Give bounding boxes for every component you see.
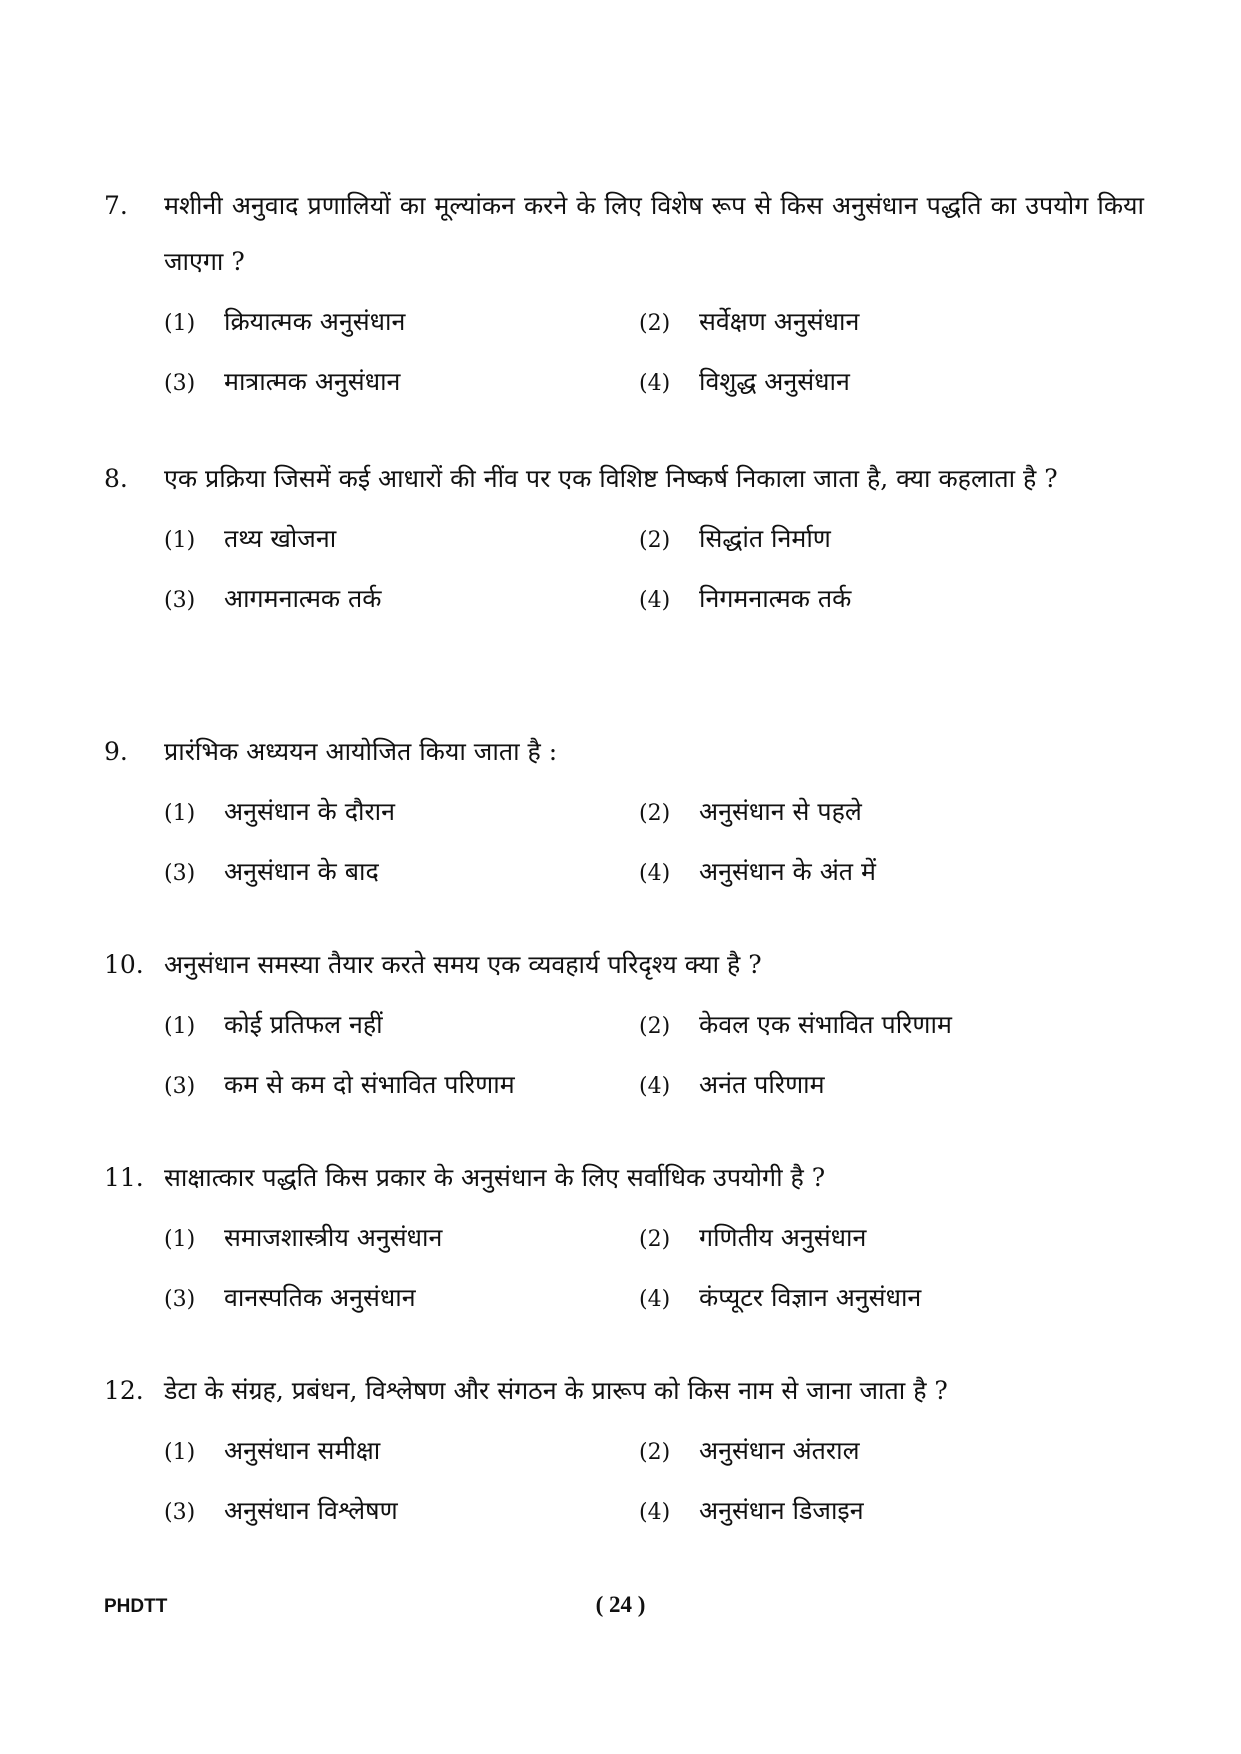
option-text: सिद्धांत निर्माण xyxy=(699,524,831,553)
question-text: डेटा के संग्रह, प्रबंधन, विश्लेषण और संगठन के प्रारूप को किस नाम से जाना जाता है ? xyxy=(164,1376,948,1405)
options xyxy=(164,792,1144,894)
option-text: आगमनात्मक तर्क xyxy=(224,584,382,613)
question-10 xyxy=(104,937,1144,1107)
option-number: (3) xyxy=(164,1074,196,1099)
option-number: (1) xyxy=(164,801,196,826)
option-number: (4) xyxy=(639,1287,671,1312)
option-number: (3) xyxy=(164,588,196,613)
options xyxy=(164,1005,1144,1107)
option-3 xyxy=(164,362,639,404)
option-3 xyxy=(164,1278,639,1320)
options xyxy=(164,1218,1144,1320)
option-2 xyxy=(639,519,1039,561)
option-1 xyxy=(164,302,639,344)
option-number: (4) xyxy=(639,588,671,613)
question-number: 9. xyxy=(104,737,128,766)
option-2 xyxy=(639,792,1039,834)
option-text: सर्वेक्षण अनुसंधान xyxy=(699,307,860,336)
option-text: क्रियात्मक अनुसंधान xyxy=(224,307,406,336)
options xyxy=(164,302,1144,404)
option-1 xyxy=(164,1218,639,1260)
option-2 xyxy=(639,1005,1039,1047)
option-2 xyxy=(639,1431,1039,1473)
options xyxy=(164,1431,1144,1533)
paper-code: PHDTT xyxy=(104,1596,168,1617)
option-number: (1) xyxy=(164,311,196,336)
option-3 xyxy=(164,579,639,621)
option-number: (2) xyxy=(639,1227,671,1252)
option-text: समाजशास्त्रीय अनुसंधान xyxy=(224,1223,443,1252)
option-number: (3) xyxy=(164,861,196,886)
options xyxy=(164,519,1144,621)
question-8 xyxy=(104,451,1144,621)
option-text: अनुसंधान के अंत में xyxy=(699,857,876,886)
option-3 xyxy=(164,852,639,894)
option-1 xyxy=(164,1431,639,1473)
option-number: (2) xyxy=(639,1440,671,1465)
question-number: 10. xyxy=(104,950,144,979)
option-4 xyxy=(639,579,1039,621)
option-number: (2) xyxy=(639,528,671,553)
option-number: (3) xyxy=(164,371,196,396)
option-number: (3) xyxy=(164,1500,196,1525)
option-1 xyxy=(164,1005,639,1047)
option-text: अनुसंधान डिजाइन xyxy=(699,1496,864,1525)
question-7 xyxy=(104,178,1144,404)
option-2 xyxy=(639,1218,1039,1260)
question-text: साक्षात्कार पद्धति किस प्रकार के अनुसंधान के लिए सर्वाधिक उपयोगी है ? xyxy=(164,1163,826,1192)
option-number: (1) xyxy=(164,1440,196,1465)
option-number: (4) xyxy=(639,1500,671,1525)
option-text: अनुसंधान से पहले xyxy=(699,797,862,826)
question-9 xyxy=(104,724,1144,894)
question-11 xyxy=(104,1150,1144,1320)
question-text: मशीनी अनुवाद प्रणालियों का मूल्यांकन करने के लिए विशेष रूप से किस अनुसंधान पद्धति का उपयोग किया जाएगा ? xyxy=(164,191,1144,276)
question-number: 11. xyxy=(104,1163,144,1192)
question-12 xyxy=(104,1363,1144,1533)
option-1 xyxy=(164,519,639,561)
option-text: अनुसंधान अंतराल xyxy=(699,1436,860,1465)
option-text: कोई प्रतिफल नहीं xyxy=(224,1010,383,1039)
option-1 xyxy=(164,792,639,834)
question-text: अनुसंधान समस्या तैयार करते समय एक व्यवहार्य परिदृश्य क्या है ? xyxy=(164,950,762,979)
question-number: 8. xyxy=(104,464,128,493)
option-text: केवल एक संभावित परिणाम xyxy=(699,1010,952,1039)
option-3 xyxy=(164,1491,639,1533)
option-4 xyxy=(639,362,1039,404)
option-number: (1) xyxy=(164,1014,196,1039)
option-text: अनुसंधान के बाद xyxy=(224,857,379,886)
option-number: (4) xyxy=(639,1074,671,1099)
option-text: वानस्पतिक अनुसंधान xyxy=(224,1283,416,1312)
option-text: तथ्य खोजना xyxy=(224,524,337,553)
option-number: (4) xyxy=(639,861,671,886)
question-text: प्रारंभिक अध्ययन आयोजित किया जाता है : xyxy=(164,737,558,766)
option-number: (1) xyxy=(164,528,196,553)
option-number: (3) xyxy=(164,1287,196,1312)
option-2 xyxy=(639,302,1039,344)
option-text: अनुसंधान समीक्षा xyxy=(224,1436,381,1465)
option-text: गणितीय अनुसंधान xyxy=(699,1223,867,1252)
option-number: (2) xyxy=(639,1014,671,1039)
option-3 xyxy=(164,1065,639,1107)
option-number: (1) xyxy=(164,1227,196,1252)
option-text: अनंत परिणाम xyxy=(699,1070,825,1099)
option-text: निगमनात्मक तर्क xyxy=(699,584,852,613)
option-text: मात्रात्मक अनुसंधान xyxy=(224,367,401,396)
option-number: (2) xyxy=(639,311,671,336)
option-4 xyxy=(639,1278,1039,1320)
option-number: (2) xyxy=(639,801,671,826)
question-number: 7. xyxy=(104,191,128,220)
option-text: अनुसंधान के दौरान xyxy=(224,797,396,826)
option-4 xyxy=(639,1491,1039,1533)
option-text: कंप्यूटर विज्ञान अनुसंधान xyxy=(699,1283,922,1312)
question-number: 12. xyxy=(104,1376,144,1405)
option-text: कम से कम दो संभावित परिणाम xyxy=(224,1070,515,1099)
option-4 xyxy=(639,1065,1039,1107)
option-number: (4) xyxy=(639,371,671,396)
question-text: एक प्रक्रिया जिसमें कई आधारों की नींव पर एक विशिष्ट निष्कर्ष निकाला जाता है, क्या कहलाता है ? xyxy=(164,464,1058,493)
page-number: ( 24 ) xyxy=(595,1592,646,1617)
option-4 xyxy=(639,852,1039,894)
option-text: अनुसंधान विश्लेषण xyxy=(224,1496,398,1525)
option-text: विशुद्ध अनुसंधान xyxy=(699,367,850,396)
